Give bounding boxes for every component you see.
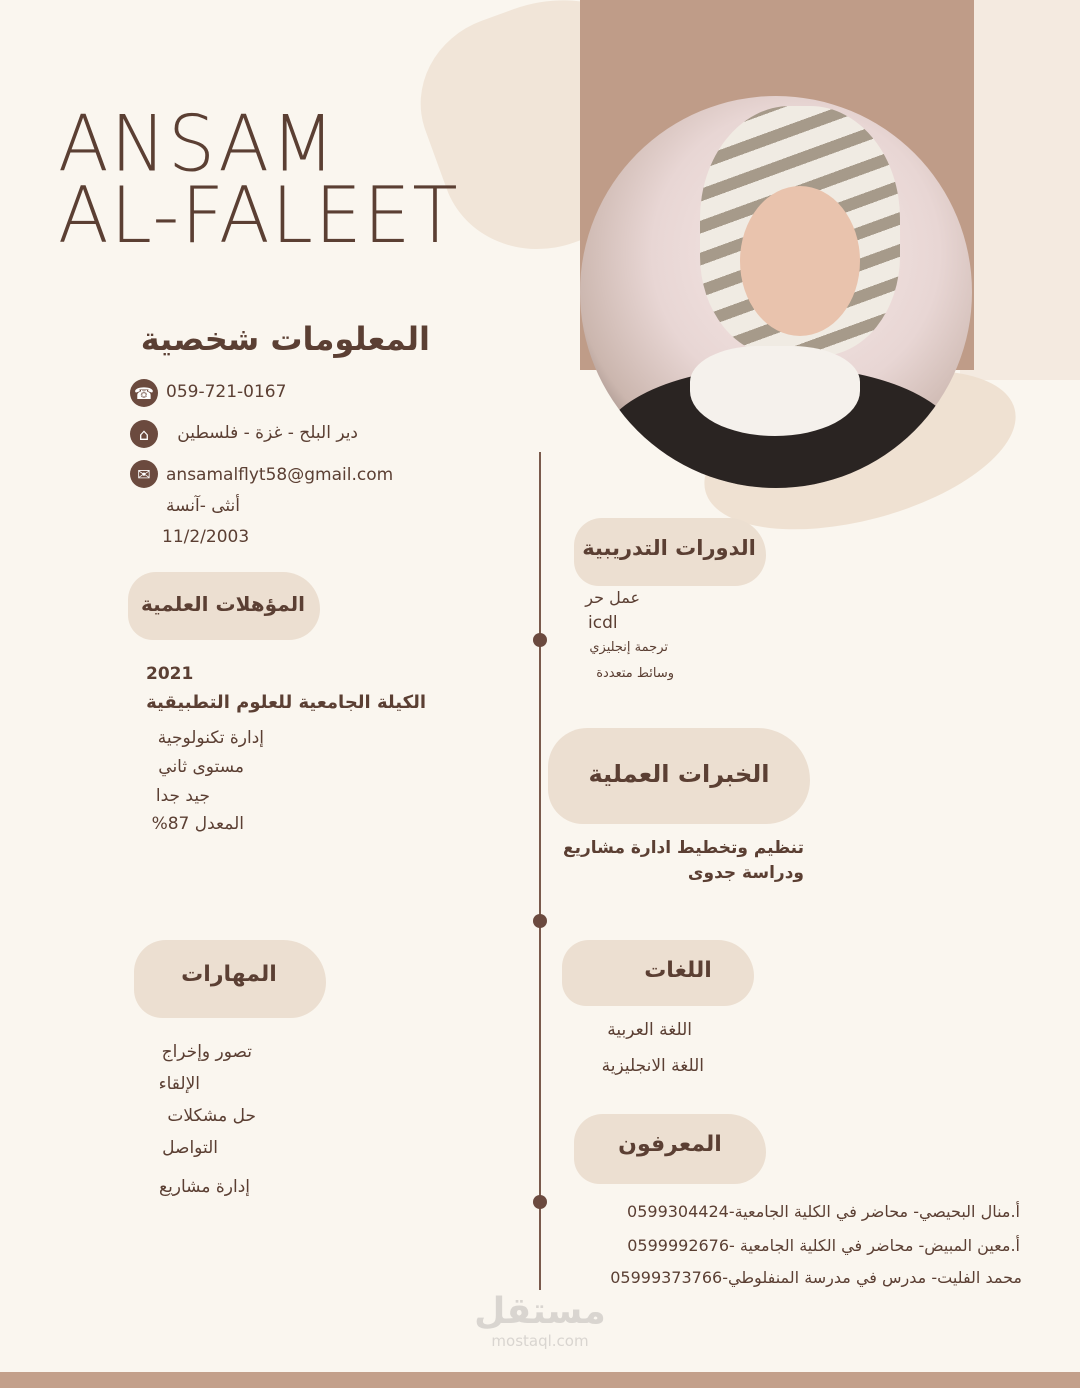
name-line-1: ANSAM bbox=[58, 99, 337, 190]
gender: أنثى -آنسة bbox=[165, 496, 240, 516]
reference-item: أ.معين المبيض- محاضر في الكلية الجامعية -0599992676 bbox=[627, 1236, 1020, 1255]
address: دير البلح - غزة - فلسطين bbox=[177, 423, 358, 443]
skills-title: المهارات bbox=[181, 962, 277, 987]
language-item: اللغة العربية bbox=[607, 1020, 692, 1040]
email-address: ansamalflyt58@gmail.com bbox=[166, 465, 394, 485]
experience-line-1: تنظيم وتخطيط ادارة مشاريع bbox=[562, 838, 804, 858]
skill-item: الإلقاء bbox=[158, 1074, 200, 1094]
course-item: عمل حر bbox=[585, 588, 640, 607]
course-item: icdl bbox=[588, 613, 618, 633]
level: مستوى ثاني bbox=[158, 757, 244, 777]
phone-icon: ☎ bbox=[130, 379, 158, 407]
course-item: وسائط متعددة bbox=[596, 666, 674, 681]
home-icon: ⌂ bbox=[130, 420, 158, 448]
reference-item: محمد الفليت- مدرس في مدرسة المنفلوطي-05999373766 bbox=[610, 1268, 1022, 1287]
languages-title: اللغات bbox=[644, 958, 712, 983]
skill-item: تصور وإخراج bbox=[161, 1042, 252, 1062]
watermark bbox=[470, 1292, 610, 1350]
references-title: المعرفون bbox=[618, 1132, 722, 1157]
reference-item: أ.منال البحيصي- محاضر في الكلية الجامعية-0599304424 bbox=[627, 1202, 1020, 1221]
timeline-dot bbox=[533, 1195, 547, 1209]
watermark-domain: mostaql.com bbox=[491, 1332, 589, 1350]
experience-title: الخبرات العملية bbox=[588, 760, 770, 788]
education-year: 2021 bbox=[146, 664, 194, 684]
courses-title: الدورات التدريبية bbox=[582, 536, 756, 560]
phone-number: 059-721-0167 bbox=[166, 382, 287, 402]
email-icon: ✉ bbox=[130, 460, 158, 488]
education-title: المؤهلات العلمية bbox=[141, 592, 305, 616]
applicant-name bbox=[58, 99, 518, 261]
timeline-line bbox=[539, 452, 541, 1290]
name-line-2: AL-FALEET bbox=[58, 170, 460, 261]
course-item: ترجمة إنجليزي bbox=[589, 640, 668, 655]
profile-photo bbox=[580, 96, 972, 488]
watermark-brand: مستقل bbox=[474, 1291, 606, 1332]
major: إدارة تكنولوجية bbox=[157, 728, 264, 748]
college-name: الكيلة الجامعية للعلوم التطبيقية bbox=[146, 692, 426, 713]
background-brush bbox=[960, 0, 1080, 380]
skill-item: إدارة مشاريع bbox=[159, 1177, 250, 1197]
experience-line-2: ودراسة جدوى bbox=[687, 863, 804, 883]
personal-info-title: المعلومات شخصية bbox=[140, 320, 430, 358]
timeline-dot bbox=[533, 914, 547, 928]
date-of-birth: 11/2/2003 bbox=[162, 527, 250, 547]
skill-item: التواصل bbox=[162, 1138, 218, 1158]
grade: جيد جدا bbox=[155, 786, 210, 806]
skill-item: حل مشكلات bbox=[167, 1106, 256, 1126]
language-item: اللغة الانجليزية bbox=[601, 1056, 704, 1076]
bottom-bar bbox=[0, 1372, 1080, 1388]
timeline-dot bbox=[533, 633, 547, 647]
gpa: المعدل 87% bbox=[151, 814, 244, 834]
